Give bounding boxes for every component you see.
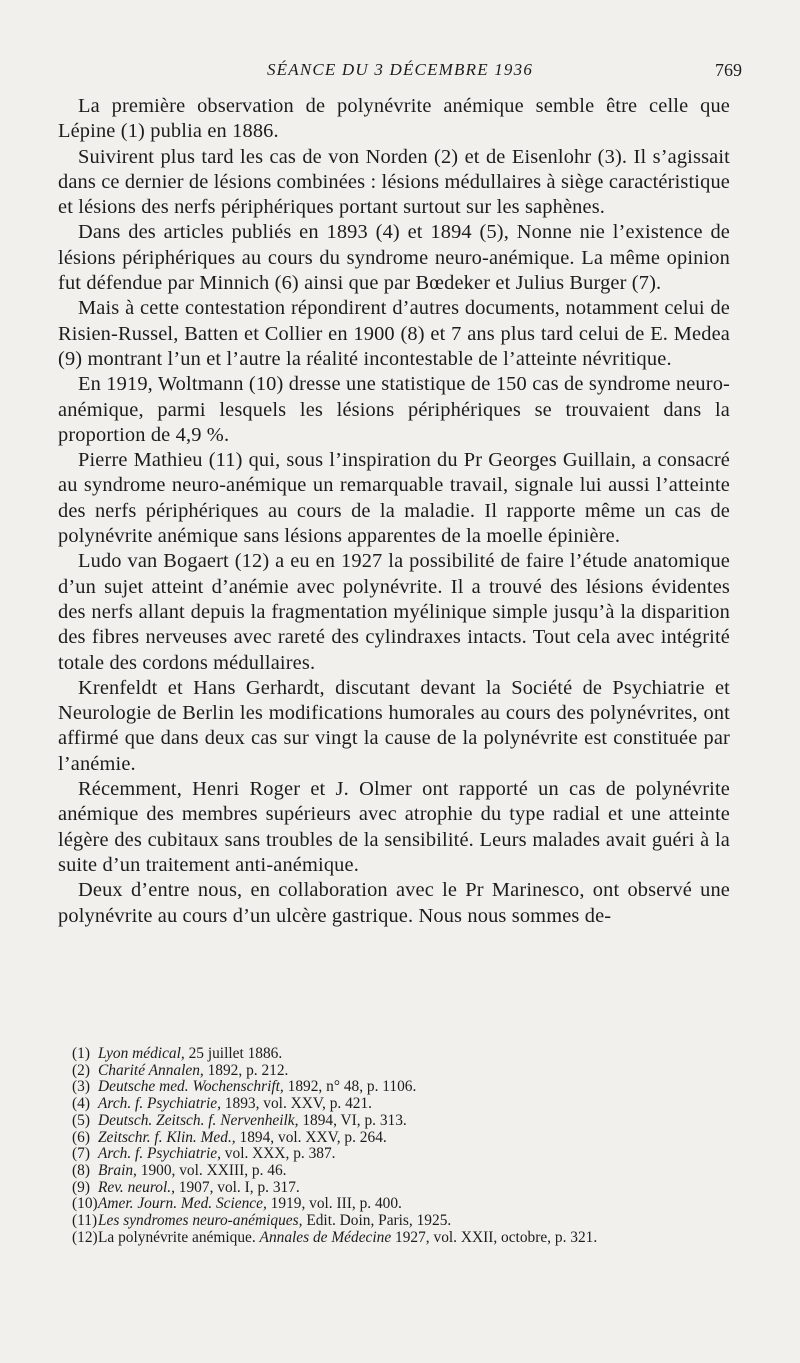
footnote xyxy=(72,1063,742,1080)
footnote-number: (2) xyxy=(72,1061,90,1079)
footnote xyxy=(72,1196,742,1213)
paragraph: Mais à cette contestation répondirent d’autres documents, notamment celui de Risien-Russel, Batten et Collier en 1900 (8) et 7 ans plus tard celui de E. Medea (9) montrant l’un et l’autre la réalité incontestable de l’atteinte névritique. xyxy=(58,297,730,370)
footnote-details: 1907, vol. I, p. 317. xyxy=(174,1178,300,1196)
footnote-details: 1892, p. 212. xyxy=(203,1061,289,1079)
paragraph: Deux d’entre nous, en collaboration avec le Pr Marinesco, ont observé une polynévrite au cours d’un ulcère gastrique. Nous nous sommes de- xyxy=(58,879,730,927)
paragraph: En 1919, Woltmann (10) dresse une statistique de 150 cas de syndrome neuro-anémique, parmi lesquels les lésions périphériques se trouvaient dans la proportion de 4,9 %. xyxy=(58,373,730,446)
article-body xyxy=(58,94,730,929)
footnote-number: (3) xyxy=(72,1078,90,1096)
footnote-number: (10) xyxy=(72,1195,98,1213)
footnote-source: Amer. Journ. Med. Science, xyxy=(98,1195,267,1213)
footnote-number: (12) xyxy=(72,1228,98,1246)
footnote-number: (5) xyxy=(72,1111,90,1129)
footnote xyxy=(72,1096,742,1113)
footnote xyxy=(72,1113,742,1130)
footnote xyxy=(72,1079,742,1096)
paragraph: Récemment, Henri Roger et J. Olmer ont rapporté un cas de polynévrite anémique des membres supérieurs avec atrophie du type radial et une atteinte légère des cubitaux sans troubles de la sensibilité. Leurs malades avait guéri à la suite d’un traitement anti-anémique. xyxy=(58,778,730,876)
paragraph: Pierre Mathieu (11) qui, sous l’inspiration du Pr Georges Guillain, a consacré au syndrome neuro-anémique un remarquable travail, signale lui aussi l’atteinte des nerfs périphériques au cours de la maladie. Il rapporte même un cas de polynévrite anémique sans lésions apparentes de la moelle épinière. xyxy=(58,449,730,548)
footnote-source: Brain, xyxy=(98,1161,137,1179)
footnote xyxy=(72,1180,742,1197)
footnote xyxy=(72,1213,742,1230)
footnote-number: (8) xyxy=(72,1161,90,1179)
footnote-details: 1893, vol. XXV, p. 421. xyxy=(220,1095,373,1113)
footnote xyxy=(72,1146,742,1163)
footnote-details: 1900, vol. XXIII, p. 46. xyxy=(136,1161,287,1179)
footnote-source: Deutsch. Zeitsch. f. Nervenheilk, xyxy=(98,1111,299,1129)
footnote-number: (7) xyxy=(72,1145,90,1163)
footnote-source: Les syndromes neuro-anémiques, xyxy=(98,1212,303,1230)
footnote-details: 1919, vol. III, p. 400. xyxy=(266,1195,402,1213)
footnote-source: Annales de Médecine xyxy=(259,1228,392,1246)
footnote-details: 1892, n° 48, p. 1106. xyxy=(283,1078,417,1096)
paragraph: Dans des articles publiés en 1893 (4) et 1894 (5), Nonne nie l’existence de lésions périphériques au cours du syndrome neuro-anémique. La même opinion fut défendue par Minnich (6) ainsi que par Bœdeker et Julius Burger (7). xyxy=(58,221,730,295)
footnote-source: Rev. neurol., xyxy=(98,1178,175,1196)
paragraph: Ludo van Bogaert (12) a eu en 1927 la possibilité de faire l’étude anatomique d’un sujet atteint d’anémie avec polynévrite. Il a trouvé des lésions évidentes des nerfs allant depuis la fragmentation myélinique simple jusqu’à la disparition des fibres nerveuses avec rareté des cylindraxes intacts. Tout cela avec intégrité totale des cordons médullaires. xyxy=(58,550,730,674)
footnote-details: 1927, vol. XXII, octobre, p. 321. xyxy=(391,1228,598,1246)
page-header xyxy=(58,60,742,90)
footnote-number: (4) xyxy=(72,1095,90,1113)
footnote-number: (9) xyxy=(72,1178,90,1196)
paragraph: La première observation de polynévrite anémique semble être celle que Lépine (1) publia en 1886. xyxy=(58,95,730,143)
footnote xyxy=(72,1163,742,1180)
page-number: 769 xyxy=(715,60,742,80)
footnote xyxy=(72,1046,742,1063)
footnote-details: 1894, VI, p. 313. xyxy=(298,1111,407,1129)
footnotes xyxy=(72,1046,742,1246)
footnote-lead: La polynévrite anémique. xyxy=(98,1228,260,1246)
footnote-source: Charité Annalen, xyxy=(98,1061,204,1079)
footnote-details: vol. XXX, p. 387. xyxy=(220,1145,336,1163)
footnote-source: Zeitschr. f. Klin. Med., xyxy=(98,1128,236,1146)
footnote xyxy=(72,1130,742,1147)
footnote-details: 25 juillet 1886. xyxy=(184,1045,283,1062)
running-title: SÉANCE DU 3 DÉCEMBRE 1936 xyxy=(266,60,534,79)
paragraph: Suivirent plus tard les cas de von Norden (2) et de Eisenlohr (3). Il s’agissait dans ce dernier de lésions combinées : lésions médullaires à siège caractéristique et lésions des nerfs périphériques portant surtout sur les saphènes. xyxy=(58,145,730,219)
footnote-source: Deutsche med. Wochenschrift, xyxy=(98,1078,284,1096)
footnote-number: (1) xyxy=(72,1045,90,1062)
footnote-details: 1894, vol. XXV, p. 264. xyxy=(235,1128,387,1146)
footnote-source: Arch. f. Psychiatrie, xyxy=(98,1145,221,1163)
footnote-details: Edit. Doin, Paris, 1925. xyxy=(302,1212,452,1230)
footnote-number: (6) xyxy=(72,1128,90,1146)
footnote xyxy=(72,1230,742,1247)
footnote-number: (11) xyxy=(72,1212,98,1230)
footnote-source: Arch. f. Psychiatrie, xyxy=(98,1095,221,1113)
footnote-source: Lyon médical, xyxy=(98,1045,185,1062)
paragraph: Krenfeldt et Hans Gerhardt, discutant devant la Société de Psychiatrie et Neurologie de Berlin les modifications humorales au cours des polynévrites, ont affirmé que dans deux cas sur vingt la cause de la polynévrite est constituée par l’anémie. xyxy=(58,676,730,775)
